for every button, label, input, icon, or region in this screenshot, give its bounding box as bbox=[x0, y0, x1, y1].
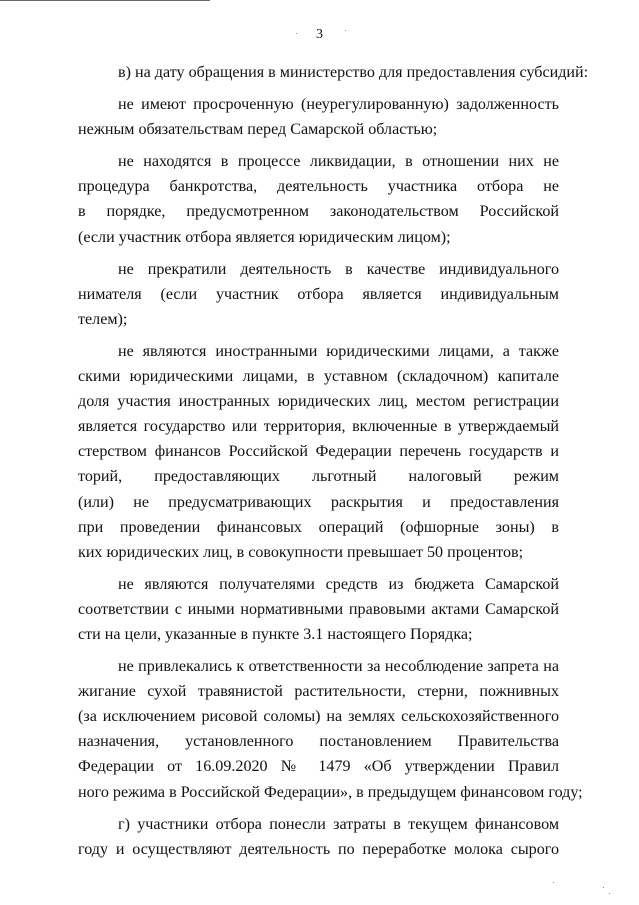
text-line: в) на дату обращения в министерство для предоставления субсидий: bbox=[118, 64, 589, 81]
paragraph-p6 bbox=[78, 572, 559, 647]
text-line: (или) не предусматривающих раскрытия и предоставления bbox=[78, 493, 559, 511]
text-line: не прекратили деятельность в качестве индивидуального bbox=[118, 260, 559, 278]
text-line: не находятся в процессе ликвидации, в отношении них не bbox=[118, 153, 559, 171]
paragraph-gap bbox=[78, 250, 559, 257]
text-line: жигание сухой травянистой растительности, стерни, пожнивных bbox=[78, 683, 559, 701]
paragraph-gap bbox=[78, 85, 559, 92]
text-line: при проведении финансовых операций (офшорные зоны) в bbox=[78, 518, 559, 536]
paragraph-p7 bbox=[78, 654, 583, 805]
text-line: не привлекались к ответственности за несоблюдение запрета на bbox=[118, 658, 559, 676]
paragraph-gap bbox=[78, 805, 559, 812]
text-line: телем); bbox=[78, 310, 128, 328]
text-line: торий, предоставляющих льготный налоговый режим bbox=[78, 468, 559, 486]
scan-speck bbox=[553, 882, 554, 883]
document-body bbox=[78, 60, 589, 862]
text-line: ких юридических лиц, в совокупности превышает 50 процентов; bbox=[78, 543, 524, 561]
paragraph-p2 bbox=[78, 92, 559, 142]
paragraph-p4 bbox=[78, 257, 559, 332]
text-line: нежным обязательствам перед Самарской областью; bbox=[78, 121, 438, 139]
text-line: ного режима в Российской Федерации», в предыдущем финансовом году; bbox=[78, 783, 583, 801]
text-line: в порядке, предусмотренном законодательством Российской bbox=[78, 203, 559, 221]
text-line: не имеют просроченную (неурегулированную) задолженность bbox=[118, 96, 559, 114]
scan-speck bbox=[345, 30, 346, 31]
text-line: процедура банкротства, деятельность участника отбора не bbox=[78, 178, 559, 196]
text-line: году и осуществляют деятельность по переработке молока сырого bbox=[78, 840, 559, 858]
text-line: является государство или территория, включенные в утверждаемый bbox=[78, 418, 559, 436]
text-line: доля участия иностранных юридических лиц, местом регистрации bbox=[78, 393, 559, 411]
paragraph-p1 bbox=[78, 60, 589, 85]
paragraph-gap bbox=[78, 332, 559, 339]
text-line: стерством финансов Российской Федерации перечень государств и bbox=[78, 443, 559, 461]
paragraph-p5 bbox=[78, 339, 559, 565]
text-line: соответствии с иными нормативными правовыми актами Самарской bbox=[78, 600, 559, 618]
paragraph-gap bbox=[78, 565, 559, 572]
scan-edge-line bbox=[0, 0, 210, 1]
paragraph-gap bbox=[78, 142, 559, 149]
text-line: скими юридическими лицами, в уставном (складочном) капитале bbox=[78, 368, 559, 386]
paragraph-p3 bbox=[78, 149, 559, 249]
text-line: не являются иностранными юридическими лицами, а также bbox=[118, 342, 559, 360]
scan-speck bbox=[603, 887, 604, 888]
text-line: не являются получателями средств из бюджета Самарской bbox=[118, 575, 559, 593]
page-number: 3 bbox=[316, 27, 323, 42]
text-line: (за исключением рисовой соломы) на землях сельскохозяйственного bbox=[78, 708, 559, 726]
text-line: нимателя (если участник отбора является индивидуальным bbox=[78, 285, 559, 303]
scan-speck bbox=[609, 893, 610, 894]
text-line: г) участники отбора понесли затраты в текущем финансовом bbox=[118, 815, 559, 833]
paragraph-p8 bbox=[78, 812, 559, 862]
scan-speck bbox=[296, 33, 297, 34]
text-line: сти на цели, указанные в пункте 3.1 настоящего Порядка; bbox=[78, 625, 473, 643]
text-line: (если участник отбора является юридическим лицом); bbox=[78, 228, 451, 246]
text-line: Федерации от 16.09.2020 № 1479 «Об утверждении Правил bbox=[78, 758, 559, 776]
paragraph-gap bbox=[78, 647, 559, 654]
text-line: назначения, установленного постановлением Правительства bbox=[78, 733, 559, 751]
